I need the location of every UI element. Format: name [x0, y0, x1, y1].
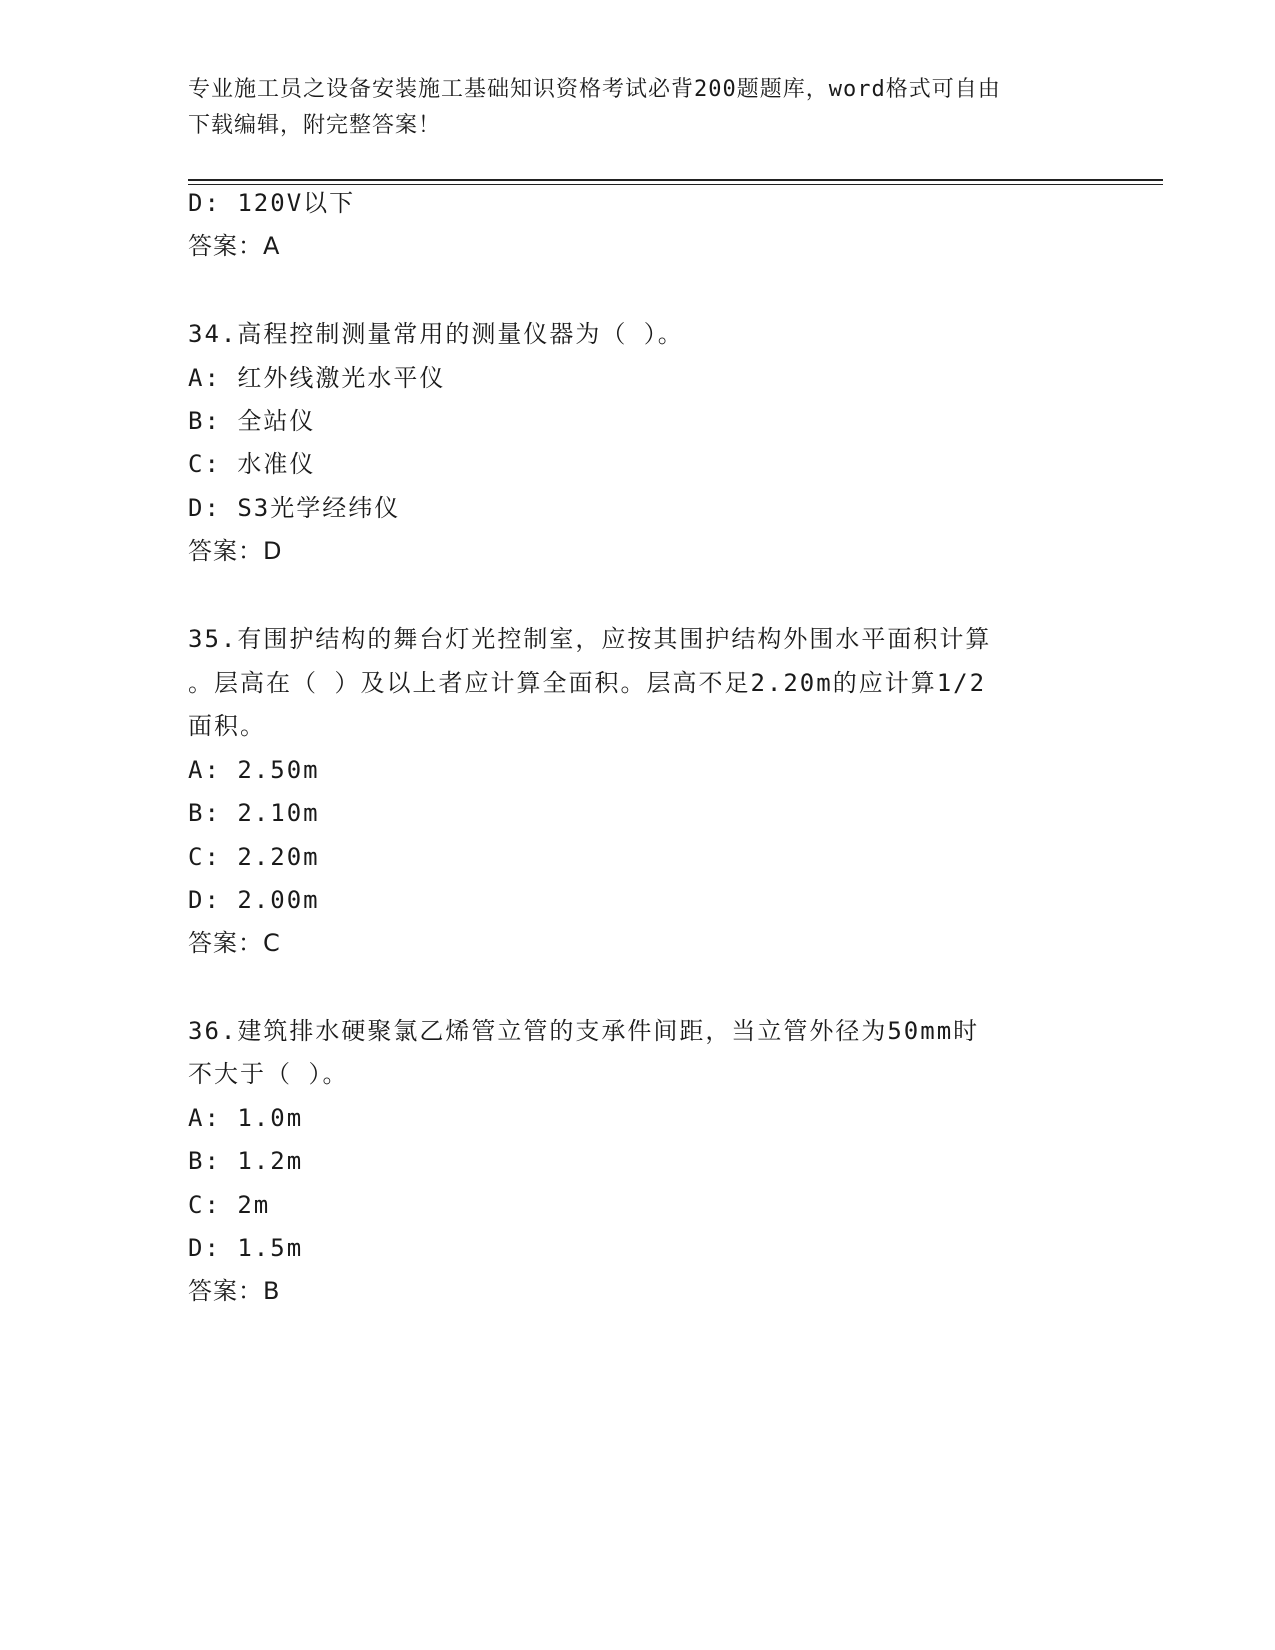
option-b: B: 1.2m [188, 1147, 304, 1175]
option-d: D: 1.5m [188, 1234, 304, 1262]
question-stem: 。层高在（ ）及以上者应计算全面积。层高不足2.20m的应计算1/2 [188, 669, 987, 697]
question-stem: 不大于（ ）。 [188, 1060, 349, 1088]
prev-option-d: D: 120V以下 [188, 189, 356, 217]
option-a: A: 1.0m [188, 1104, 304, 1132]
header-divider-thick [188, 179, 1163, 181]
option-c: C: 2.20m [188, 843, 320, 871]
prev-answer: 答案：A [188, 232, 281, 260]
answer: 答案：C [188, 929, 281, 957]
answer: 答案：B [188, 1277, 281, 1305]
option-b: B: 2.10m [188, 799, 320, 827]
option-a: A: 2.50m [188, 756, 320, 784]
option-a: A: 红外线激光水平仪 [188, 364, 446, 392]
option-c: C: 水准仪 [188, 450, 316, 478]
answer: 答案：D [188, 537, 283, 565]
option-d: D: S3光学经纬仪 [188, 494, 401, 522]
question-stem: 34.高程控制测量常用的测量仪器为（ ）。 [188, 320, 684, 348]
header-line-2: 下载编辑，附完整答案！ [188, 113, 442, 138]
question-stem: 35.有围护结构的舞台灯光控制室，应按其围护结构外围水平面积计算 [188, 625, 992, 653]
question-stem: 36.建筑排水硬聚氯乙烯管立管的支承件间距，当立管外径为50mm时 [188, 1017, 980, 1045]
header-divider-thin [188, 184, 1163, 185]
document-header [188, 72, 1088, 144]
question-stem: 面积。 [188, 712, 266, 740]
option-c: C: 2m [188, 1191, 271, 1219]
option-b: B: 全站仪 [188, 407, 316, 435]
option-d: D: 2.00m [188, 886, 320, 914]
header-line-1: 专业施工员之设备安装施工基础知识资格考试必背200题题库，word格式可自由 [188, 77, 1001, 102]
